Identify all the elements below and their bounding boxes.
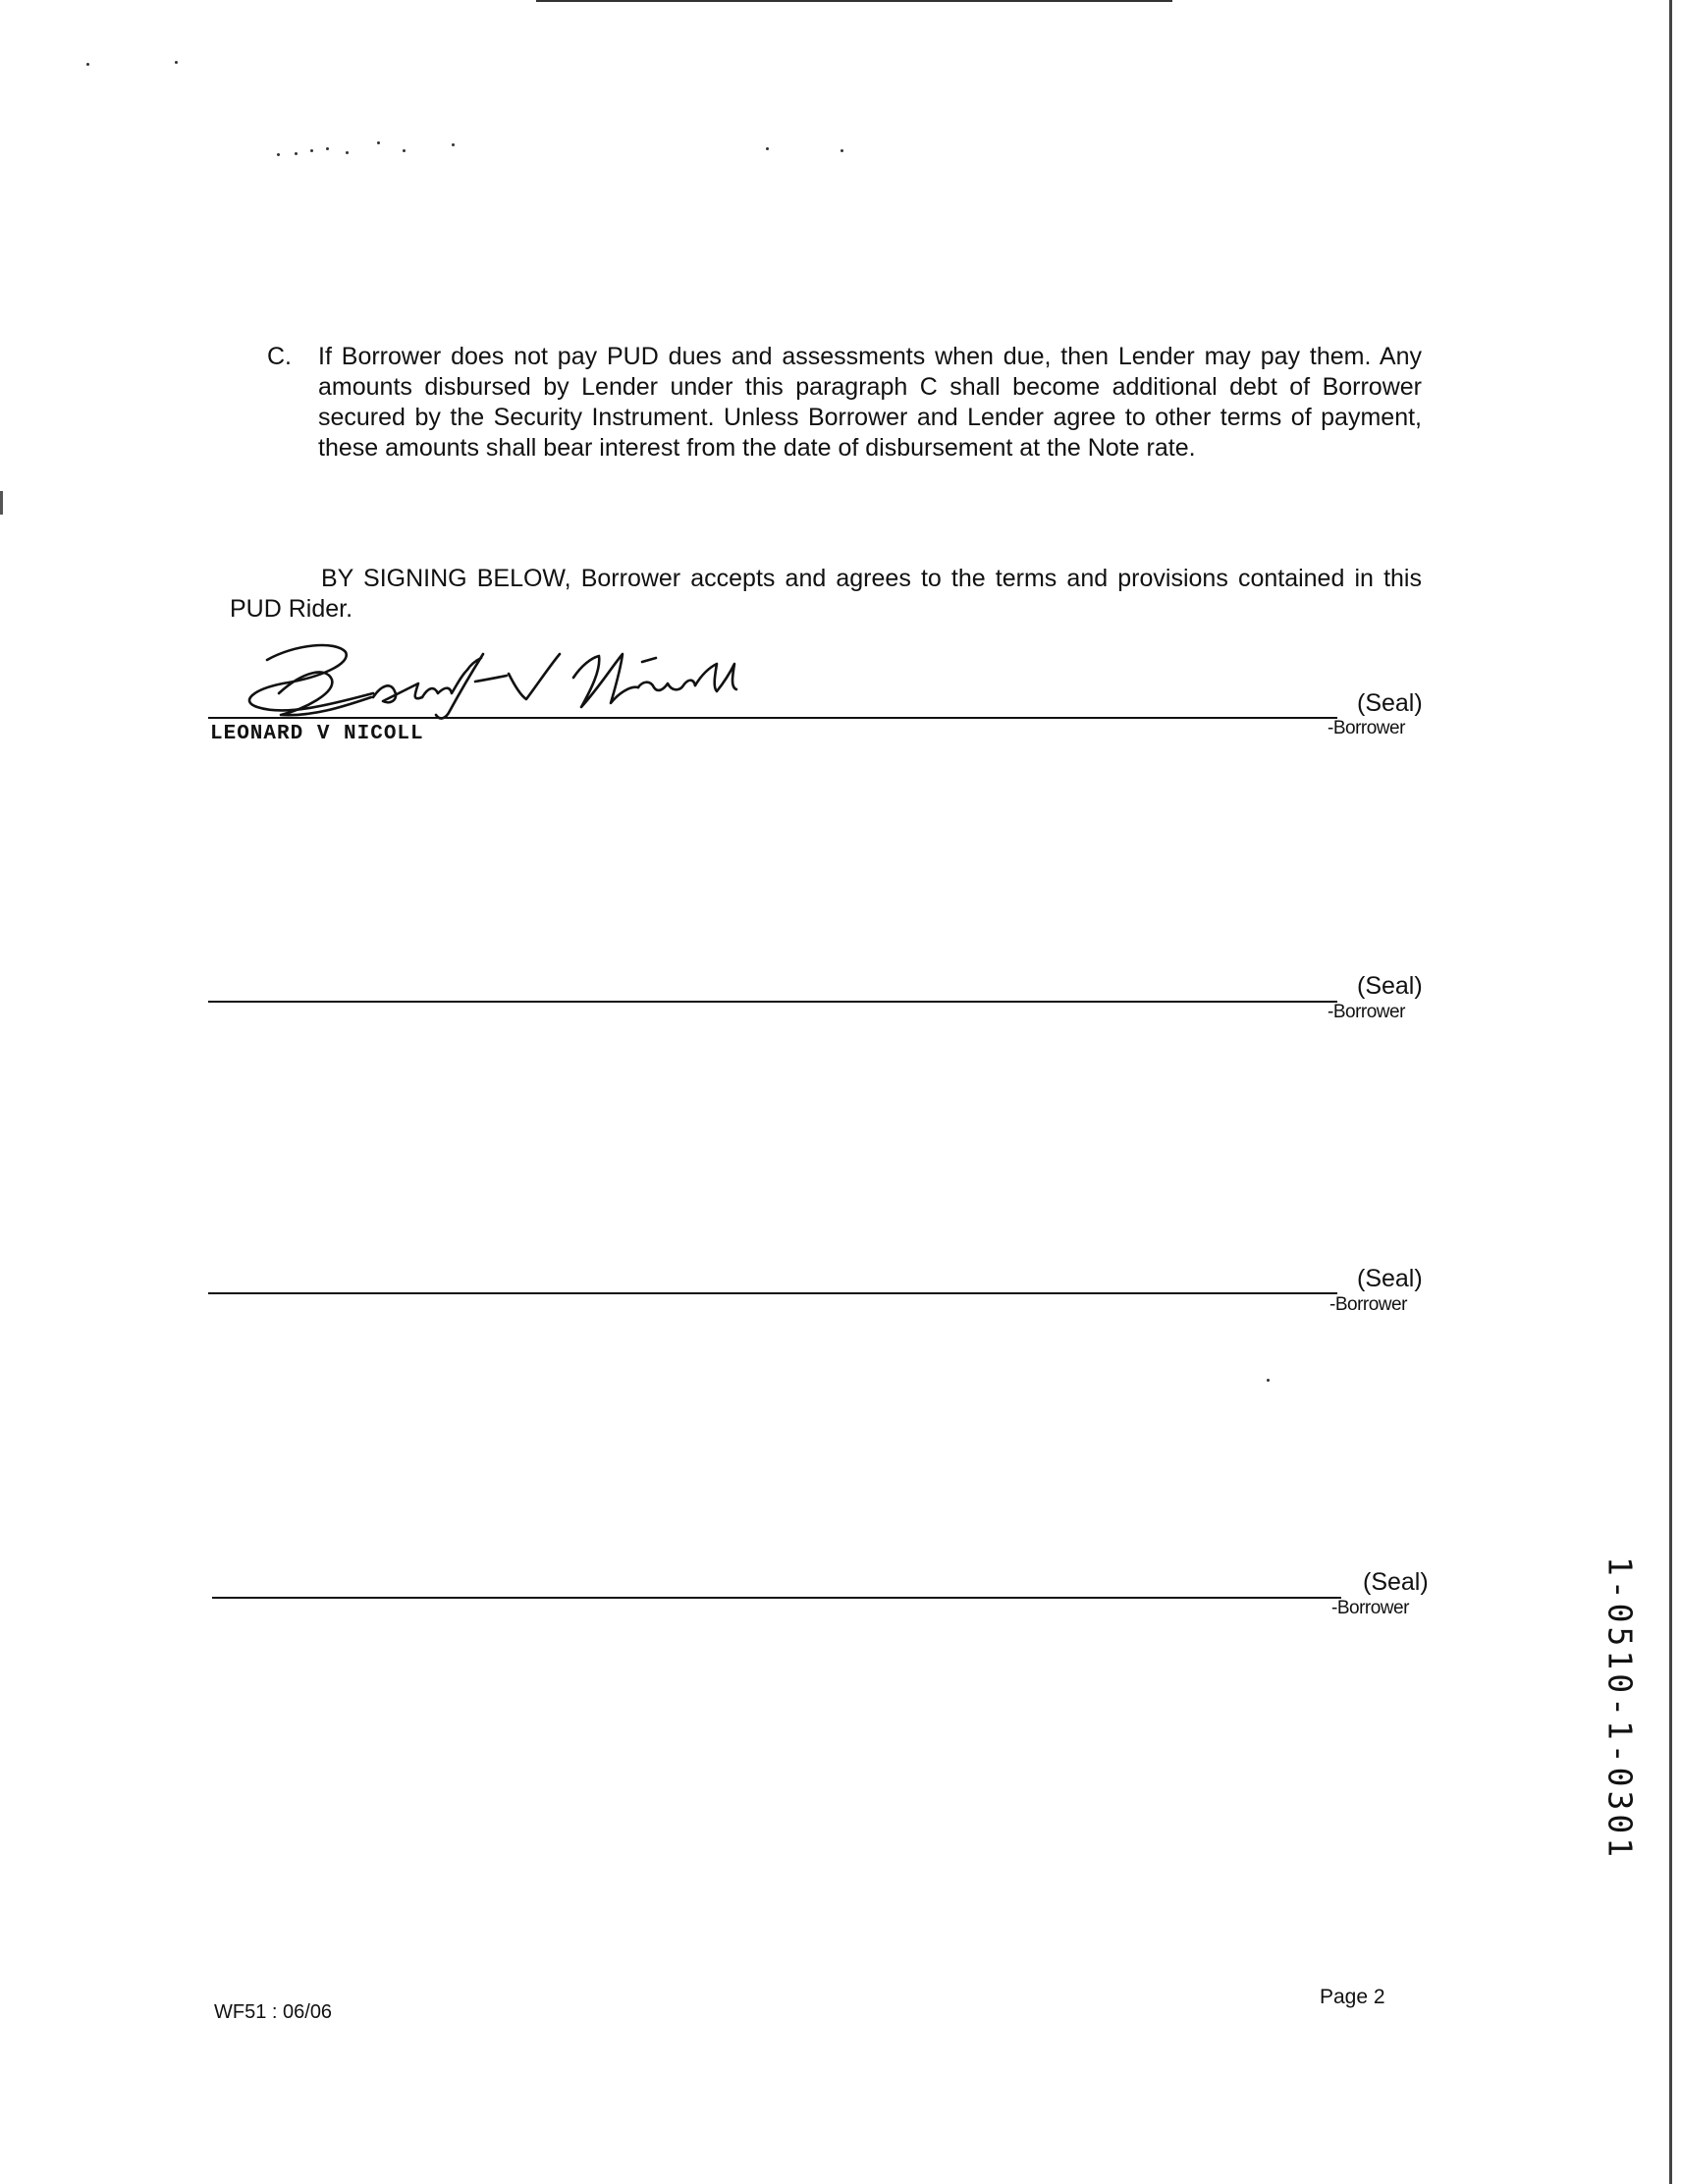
paragraph-letter: C.	[267, 343, 292, 370]
borrower-label-3: -Borrower	[1329, 1294, 1407, 1315]
scan-speck	[326, 147, 329, 150]
scan-speck	[86, 63, 89, 66]
scan-speck	[295, 152, 298, 155]
signature-line-2	[208, 1001, 1337, 1003]
right-scan-edge	[1669, 0, 1672, 2184]
scan-speck	[452, 143, 455, 146]
page-number: Page 2	[1320, 1986, 1385, 2008]
scan-speck	[840, 149, 843, 152]
margin-document-number	[1581, 1556, 1659, 1862]
signature-line-4	[212, 1597, 1341, 1599]
seal-label-4: (Seal)	[1363, 1568, 1429, 1596]
borrower-printed-name: LEONARD V NICOLL	[210, 723, 424, 745]
paragraph-c-text: If Borrower does not pay PUD dues and assessments when due, then Lender may pay them. Any amounts disbursed by Lender under this paragraph C shall become additional debt of Borrower secured by the Security Instrument. Unless Borrower and Lender agree to other terms of payment, these amounts shall bear interest from the date of disbursement at the Note rate.	[318, 343, 1422, 462]
borrower-label-2: -Borrower	[1328, 1002, 1405, 1022]
scan-speck	[403, 149, 406, 152]
seal-label-2: (Seal)	[1357, 972, 1423, 1000]
top-scan-edge	[536, 0, 1172, 2]
paragraph-c	[267, 342, 1422, 464]
borrower-label-1: -Borrower	[1328, 718, 1405, 738]
scan-speck	[1267, 1379, 1270, 1382]
seal-label-1: (Seal)	[1357, 689, 1423, 717]
margin-number-text: 1-0510-1-0301	[1600, 1556, 1640, 1862]
scan-speck	[175, 61, 178, 64]
borrower-signature	[226, 636, 756, 723]
left-scan-mark	[0, 491, 3, 515]
scan-speck	[766, 147, 769, 150]
signature-line-1	[208, 717, 1337, 719]
scan-speck	[310, 149, 313, 152]
scan-speck	[346, 151, 349, 154]
scan-speck	[277, 153, 280, 156]
seal-label-3: (Seal)	[1357, 1265, 1423, 1292]
form-id: WF51 : 06/06	[214, 2001, 333, 2023]
scan-speck	[377, 141, 380, 144]
signing-statement: BY SIGNING BELOW, Borrower accepts and agrees to the terms and provisions contained in this PUD Rider.	[230, 565, 1422, 623]
borrower-label-4: -Borrower	[1331, 1598, 1409, 1618]
signature-line-3	[208, 1292, 1337, 1294]
